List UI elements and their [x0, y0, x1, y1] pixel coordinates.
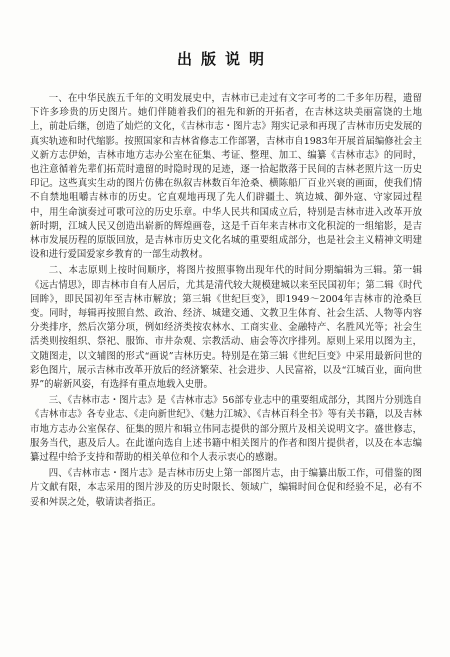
paragraph-4: 四、《吉林市志・图片志》是吉林市历史上第一部图片志，由于编纂出版工作，可借鉴的图片文献有限，本志采用的图片涉及的历史时限长、领域广，编辑时间仓促和经验不足，必有不妥和舛误之处，敬请读者指正。 — [30, 468, 422, 508]
paragraph-2: 二、本志原则上按时间顺序，将图片按照事物出现年代的时间分期编辑为三辑。第一辑《远古情思》，即吉林市自有人居后，尤其是清代较大规模建城以来至民国初年；第二辑《时代回眸》，即民国初年至吉林市解放；第三辑《世纪巨变》，即1949～2004年吉林市的沧桑巨变。同时，每辑再按照自然、政治、经济、城建交通、文教卫生体育、社会生活、人物等内容分类排序，然后次第分项，例如经济类按农林水、工商实业、金融特产、名胜风光等；社会生活类则按组织、祭祀、服饰、市井杂观、宗教活动、庙会等次序排列。原则上采用以图为主，文随图走，以文辅图的形式“画说”吉林历史。特别是在第三辑《世纪巨变》中采用最新问世的彩色图片，展示吉林市改革开放后的经济繁荣、社会进步、人民富裕，以及“江城百业，面向世界”的崭新风姿，有选择有重点地载入史册。 — [30, 265, 422, 391]
page-title: 出版说明 — [176, 50, 273, 68]
paragraph-1: 一、在中华民族五千年的文明发展史中，吉林市已走过有文字可考的二千多年历程，遗留下许多珍贵的历史图片。她们伴随着我们的祖先和新的开拓者，在吉林这块美丽富饶的土地上，前赴后继，创造了灿烂的文化，《吉林市志・图片志》翔实记录和再现了吉林市历史发展的真实轨迹和时代缩影。按照国家和吉林省修志工作部署，吉林市自1983年开展首届编修社会主义新方志伊始，吉林市地方志办公室在征集、考证、整理、加工、编纂《吉林市志》的同时，也注意循着先辈们拓荒时遗留的时隐时现的足迹，逐一拾起散落于民间的吉林老照片这一历史印记。这些真实生动的图片仿佛在纵叙吉林数百年沧桑、横陈船厂百业兴衰的画面，使我们情不自禁地咀嚼吉林市的历史。它直观地再现了先人们辟疆土、筑边城、御外寇、守家园过程中，用生命演奏过可歌可泣的历史乐章。中华人民共和国成立后，特别是吉林市进入改革开放新时期，江城人民又创造出崭新的辉煌画卷，这是千百年来吉林市文化积淀的一组缩影，是吉林市发展历程的原版回放，是吉林市历史文化名城的重要组成部分，也是社会主义精神文明建设和进行爱国爱家乡教育的一部生动教材。 — [30, 93, 422, 261]
body-text — [30, 92, 422, 512]
paragraph-3: 三、《吉林市志・图片志》是《吉林市志》56部专业志中的重要组成部分，其图片分别选自《吉林市志》各专业志、《走向新世纪》、《魅力江城》、《吉林百科全书》等有关书籍，以及吉林市地方志办公室保存、征集的照片和辑立伟同志提供的部分照片及相关说明文字。盛世修志，服务当代，惠及后人。在此谨向选自上述书籍中相关图片的作者和图片提供者，以及在本志编纂过程中给予支持和帮助的相关单位和个人表示衷心的感谢。 — [30, 395, 422, 464]
